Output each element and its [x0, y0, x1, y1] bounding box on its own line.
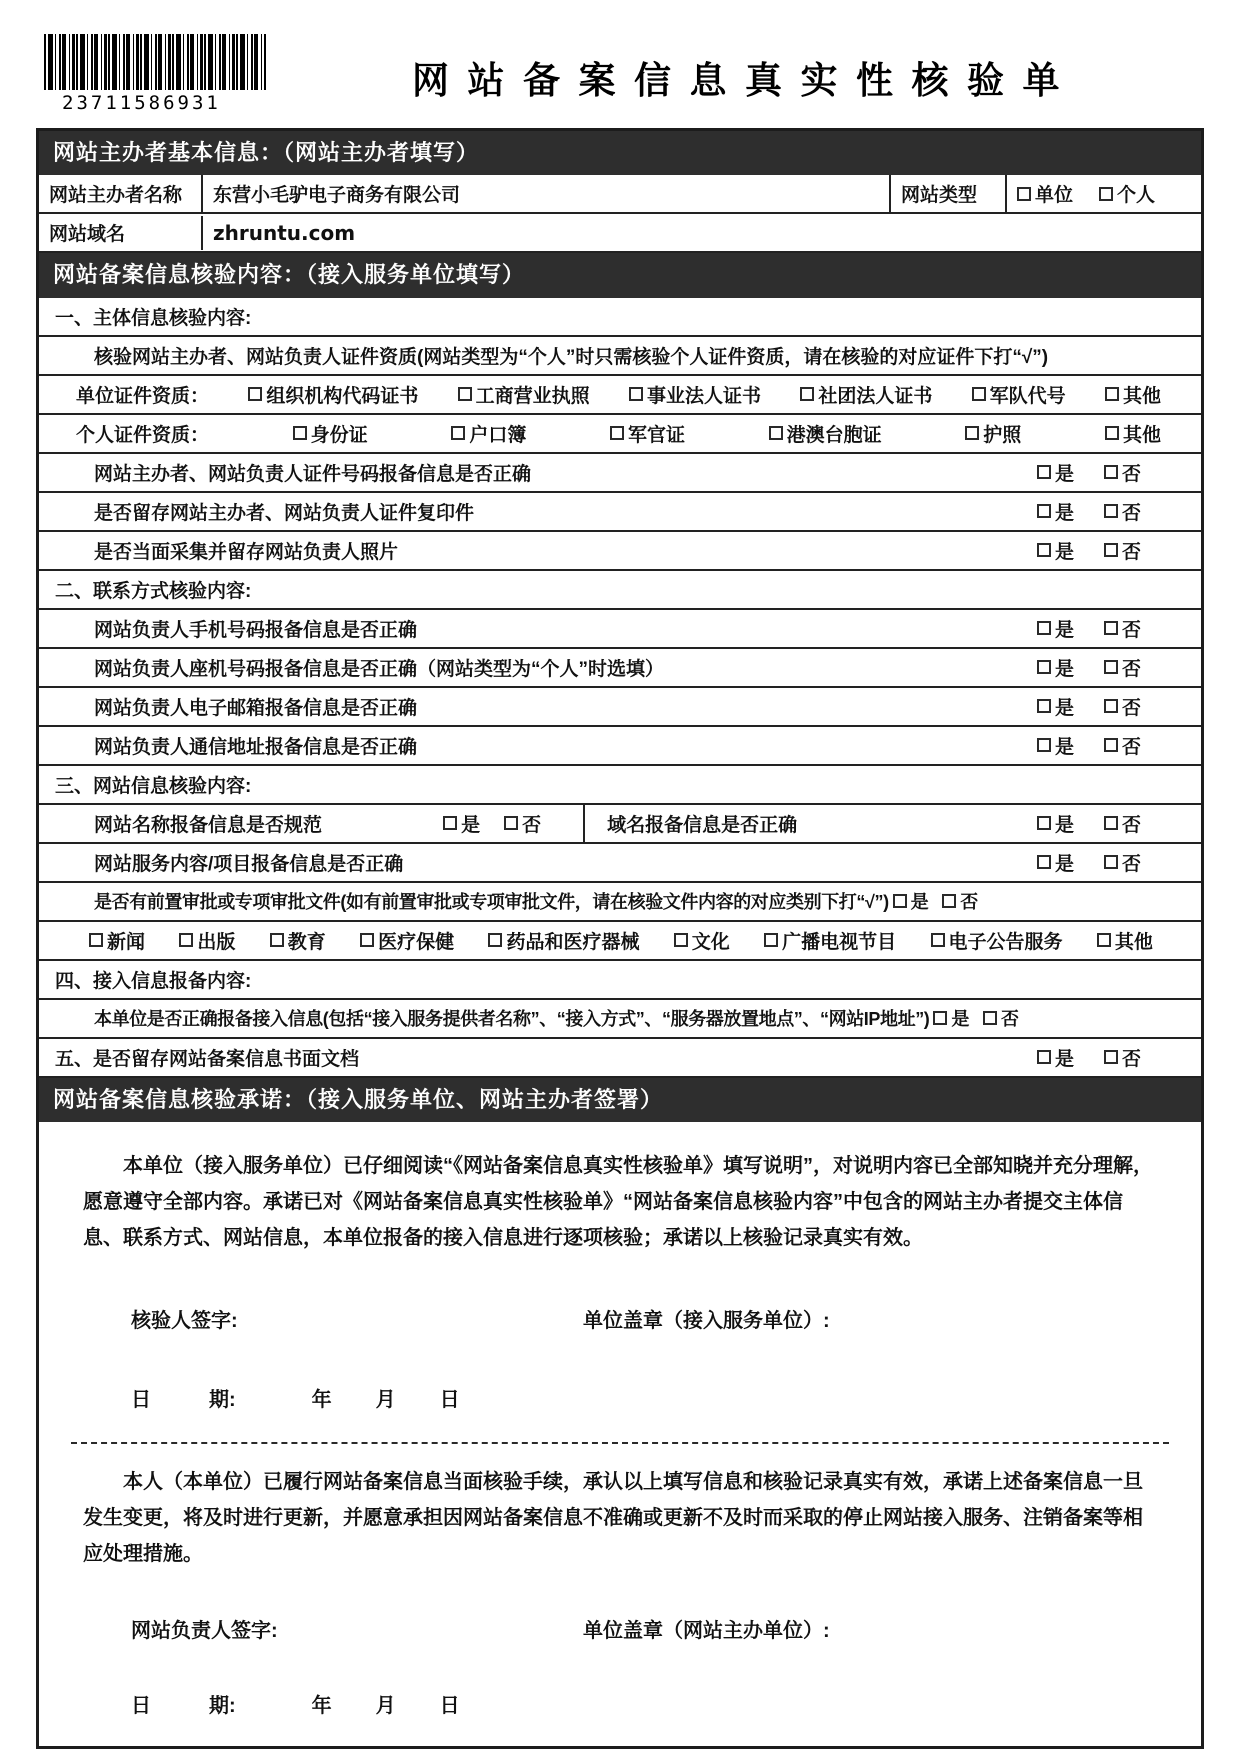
question-text: 网站负责人通信地址报备信息是否正确 [94, 736, 418, 758]
question-text: 域名报备信息是否正确 [607, 814, 798, 836]
yes-option[interactable] [933, 1005, 969, 1031]
site-type-option-personal-label: 个人 [1117, 185, 1156, 207]
question-preapproval-docs [39, 883, 1201, 922]
option-label: 药品和医疗器械 [506, 931, 640, 953]
checkbox-icon [931, 933, 945, 947]
yes-no-group [443, 810, 541, 837]
row-organizer-name [39, 175, 1201, 214]
site-type-option-unit-label: 单位 [1035, 185, 1074, 207]
question-text: 网站负责人手机号码报备信息是否正确 [94, 619, 418, 641]
no-label: 否 [1121, 502, 1141, 524]
yes-option[interactable] [1037, 459, 1074, 486]
site-type-option-unit[interactable] [1017, 180, 1073, 207]
checkbox-icon [1104, 738, 1118, 752]
yes-no-group [1037, 849, 1141, 876]
site-type-option-personal[interactable] [1099, 180, 1155, 207]
question-text: 是否留存网站主办者、网站负责人证件复印件 [94, 502, 475, 524]
checkbox-icon [800, 387, 814, 401]
personal-cert-row [39, 415, 1201, 454]
no-option[interactable] [1104, 693, 1141, 720]
checkbox-icon [443, 816, 457, 830]
question-text: 是否有前置审批或专项审批文件(如有前置审批或专项审批文件，请在核验文件内容的对应类别下打“√”) [94, 892, 889, 913]
category-option-broadcast-tv[interactable] [764, 927, 896, 954]
verifier-signature-label[interactable]: 核验人签字: [131, 1310, 238, 1333]
yes-option[interactable] [443, 810, 480, 837]
option-label: 其他 [1114, 931, 1153, 953]
category-option-healthcare[interactable] [360, 927, 454, 954]
yes-no-group [1037, 654, 1141, 681]
checkbox-icon [1037, 660, 1051, 674]
checkbox-icon [1104, 855, 1118, 869]
no-option[interactable] [1104, 849, 1141, 876]
yes-option[interactable] [1037, 537, 1074, 564]
option-label: 军官证 [627, 424, 685, 446]
checkbox-icon [1097, 933, 1111, 947]
option-label: 文化 [691, 931, 730, 953]
checkbox-icon [1037, 504, 1051, 518]
date-month-label[interactable]: 月 [375, 1695, 396, 1718]
question-sitename-and-domain [39, 805, 1201, 844]
personal-cert-option-household[interactable] [451, 420, 526, 447]
yes-option[interactable] [1037, 1044, 1074, 1071]
checkbox-icon [1037, 543, 1051, 557]
part4-title: 四、接入信息报备内容: [55, 970, 252, 992]
part3-title: 三、网站信息核验内容: [55, 775, 252, 797]
yes-no-group [1037, 693, 1141, 720]
option-label: 港澳台胞证 [786, 424, 882, 446]
part5-title: 五、是否留存网站备案信息书面文档 [55, 1048, 360, 1070]
checkbox-icon [1037, 465, 1051, 479]
no-label: 否 [1121, 658, 1141, 680]
unit-cert-option-institution[interactable] [629, 381, 761, 408]
date-year-label[interactable]: 年 [311, 1695, 332, 1718]
question-paper-docs-kept [39, 1039, 1201, 1078]
checkbox-icon [504, 816, 518, 830]
no-label: 否 [1121, 619, 1141, 641]
unit-cert-label: 单位证件资质： [76, 385, 210, 407]
checkbox-icon [1099, 187, 1113, 201]
yes-option[interactable] [1037, 810, 1074, 837]
yes-label: 是 [1054, 541, 1074, 563]
no-label: 否 [1121, 1048, 1141, 1070]
option-label: 广播电视节目 [782, 931, 897, 953]
option-label: 护照 [983, 424, 1022, 446]
checkbox-icon [1104, 699, 1118, 713]
option-label: 其他 [1122, 424, 1161, 446]
question-sitename-standard [39, 805, 585, 842]
barcode-image [44, 34, 266, 90]
category-option-culture[interactable] [674, 927, 730, 954]
yes-option[interactable] [893, 888, 929, 914]
barcode-number: 23711586931 [62, 92, 221, 114]
row-domain [39, 214, 1201, 253]
question-text: 网站主办者、网站负责人证件号码报备信息是否正确 [94, 463, 532, 485]
date-word: 期: [209, 1389, 236, 1412]
option-label: 社团法人证书 [818, 385, 933, 407]
checkbox-icon [1105, 387, 1119, 401]
date-day-label[interactable]: 日 [439, 1389, 460, 1412]
yes-option[interactable] [1037, 849, 1074, 876]
yes-option[interactable] [1037, 732, 1074, 759]
question-email-correct [39, 688, 1201, 727]
personal-cert-option-id-card[interactable] [293, 420, 368, 447]
option-label: 教育 [287, 931, 326, 953]
question-text: 网站负责人座机号码报备信息是否正确（网站类型为“个人”时选填） [94, 658, 665, 680]
site-type-label: 网站类型 [889, 175, 1005, 212]
yes-label: 是 [1054, 853, 1074, 875]
question-text: 网站服务内容/项目报备信息是否正确 [94, 853, 404, 875]
unit-stamp-isp-label[interactable]: 单位盖章（接入服务单位）: [583, 1310, 830, 1333]
category-option-bbs[interactable] [931, 927, 1063, 954]
no-label: 否 [522, 814, 542, 836]
yes-label: 是 [910, 892, 929, 913]
checkbox-icon [270, 933, 284, 947]
no-option[interactable] [983, 1005, 1019, 1031]
question-cert-copy-kept [39, 493, 1201, 532]
no-option[interactable] [1104, 1044, 1141, 1071]
domain-label: 网站域名 [49, 224, 126, 246]
yes-option[interactable] [1037, 654, 1074, 681]
barcode-block [36, 34, 286, 114]
question-text: 本单位是否正确报备接入信息(包括“接入服务提供者名称”、“接入方式”、“服务器放置地点”、“网站IP地址”) [94, 1009, 930, 1030]
checkbox-icon [942, 894, 956, 908]
no-label: 否 [1001, 1009, 1019, 1030]
checkbox-icon [769, 426, 783, 440]
unit-cert-option-other[interactable] [1105, 381, 1161, 408]
yes-no-group [1037, 732, 1141, 759]
isp-signature-row [131, 1304, 1171, 1333]
checkbox-icon [458, 387, 472, 401]
promise-paragraph-organizer: 本人（本单位）已履行网站备案信息当面核验手续，承认以上填写信息和核验记录真实有效，承诺上述备案信息一旦发生变更，将及时进行更新，并愿意承担因网站备案信息不准确或更新不及时而采取的停止网站接入服务、注销备案等相应处理措施。 [83, 1471, 1143, 1566]
form-box [36, 128, 1204, 1749]
yes-label: 是 [1054, 697, 1074, 719]
category-option-news[interactable] [89, 927, 145, 954]
checkbox-icon [1104, 543, 1118, 557]
question-landline-correct [39, 649, 1201, 688]
section-header-basic-info: 网站主办者基本信息：（网站主办者填写） [39, 131, 1201, 175]
checkbox-icon [179, 933, 193, 947]
no-option[interactable] [1104, 615, 1141, 642]
part1-note-row [39, 337, 1201, 376]
checkbox-icon [1104, 1050, 1118, 1064]
checkbox-icon [1105, 426, 1119, 440]
no-label: 否 [1121, 853, 1141, 875]
checkbox-icon [1037, 738, 1051, 752]
checkbox-icon [972, 387, 986, 401]
checkbox-icon [1104, 621, 1118, 635]
checkbox-icon [248, 387, 262, 401]
checkbox-icon [893, 894, 907, 908]
part3-title-row [39, 766, 1201, 805]
checkbox-icon [933, 1011, 947, 1025]
yes-label: 是 [951, 1009, 970, 1030]
top-bar [36, 34, 1204, 128]
no-option[interactable] [1104, 810, 1141, 837]
option-label: 身份证 [310, 424, 368, 446]
question-access-info-correct [39, 1000, 1201, 1039]
checkbox-icon [965, 426, 979, 440]
promise-section [39, 1122, 1201, 1746]
isp-date-row [131, 1383, 1171, 1412]
organizer-name-value[interactable]: 东营小毛驴电子商务有限公司 [201, 175, 889, 212]
checkbox-icon [983, 1011, 997, 1025]
yes-label: 是 [461, 814, 481, 836]
checkbox-icon [451, 426, 465, 440]
checkbox-icon [293, 426, 307, 440]
checkbox-icon [1104, 816, 1118, 830]
yes-label: 是 [1054, 463, 1074, 485]
dashed-divider [71, 1442, 1169, 1444]
yes-no-group [1037, 615, 1141, 642]
unit-cert-row [39, 376, 1201, 415]
question-mobile-correct [39, 610, 1201, 649]
checkbox-icon [674, 933, 688, 947]
unit-cert-option-business-license[interactable] [458, 381, 590, 408]
no-label: 否 [1121, 463, 1141, 485]
yes-label: 是 [1054, 502, 1074, 524]
no-option[interactable] [504, 810, 541, 837]
option-label: 医疗保健 [378, 931, 455, 953]
question-cert-number-correct [39, 454, 1201, 493]
option-label: 事业法人证书 [646, 385, 761, 407]
personal-cert-option-hmt-permit[interactable] [769, 420, 882, 447]
responsible-signature-label[interactable]: 网站负责人签字: [131, 1620, 278, 1643]
organizer-date-row [131, 1689, 1171, 1718]
yes-label: 是 [1054, 619, 1074, 641]
checkbox-icon [1104, 465, 1118, 479]
yes-option[interactable] [1037, 693, 1074, 720]
question-address-correct [39, 727, 1201, 766]
personal-cert-option-other[interactable] [1105, 420, 1161, 447]
part1-note: 核验网站主办者、网站负责人证件资质(网站类型为“个人”时只需核验个人证件资质，请在核验的对应证件下打“√”) [94, 346, 1049, 368]
option-label: 出版 [197, 931, 236, 953]
yes-no-group [1037, 459, 1141, 486]
category-option-education[interactable] [270, 927, 326, 954]
date-word: 日 [131, 1695, 151, 1718]
preapproval-category-row [39, 922, 1201, 961]
question-domain-correct [585, 810, 1201, 837]
personal-cert-option-passport[interactable] [965, 420, 1021, 447]
checkbox-icon [488, 933, 502, 947]
yes-no-group [1037, 498, 1141, 525]
yes-no-group [1037, 810, 1141, 837]
question-text: 网站名称报备信息是否规范 [94, 814, 323, 836]
option-label: 军队代号 [989, 385, 1066, 407]
question-photo-collected [39, 532, 1201, 571]
checkbox-icon [629, 387, 643, 401]
option-label: 工商营业执照 [475, 385, 590, 407]
site-type-options [1005, 175, 1201, 212]
yes-no-group [1037, 1044, 1141, 1071]
yes-option[interactable] [1037, 615, 1074, 642]
checkbox-icon [610, 426, 624, 440]
option-label: 新闻 [107, 931, 146, 953]
no-option[interactable] [1104, 459, 1141, 486]
no-label: 否 [1121, 697, 1141, 719]
no-label: 否 [960, 892, 978, 913]
date-year-label[interactable]: 年 [311, 1389, 332, 1412]
yes-label: 是 [1054, 658, 1074, 680]
section-header-verification: 网站备案信息核验内容：（接入服务单位填写） [39, 253, 1201, 297]
personal-cert-option-military-id[interactable] [610, 420, 685, 447]
part1-title-row [39, 298, 1201, 337]
category-option-other[interactable] [1097, 927, 1153, 954]
question-service-content-correct [39, 844, 1201, 883]
yes-label: 是 [1054, 814, 1074, 836]
date-word: 期: [209, 1695, 236, 1718]
checkbox-icon [1037, 699, 1051, 713]
organizer-signature-row [131, 1614, 1171, 1643]
checkbox-icon [1104, 660, 1118, 674]
no-label: 否 [1121, 814, 1141, 836]
section-header-promise: 网站备案信息核验承诺：（接入服务单位、网站主办者签署） [39, 1078, 1201, 1122]
part4-title-row [39, 961, 1201, 1000]
yes-label: 是 [1054, 1048, 1074, 1070]
checkbox-icon [1037, 621, 1051, 635]
date-month-label[interactable]: 月 [375, 1389, 396, 1412]
checkbox-icon [1037, 855, 1051, 869]
option-label: 户口簿 [469, 424, 527, 446]
option-label: 组织机构代码证书 [266, 385, 419, 407]
unit-cert-option-social-org[interactable] [800, 381, 932, 408]
date-word: 日 [131, 1389, 151, 1412]
promise-paragraph-isp: 本单位（接入服务单位）已仔细阅读“《网站备案信息真实性核验单》填写说明”，对说明内容已全部知晓并充分理解，愿意遵守全部内容。承诺已对《网站备案信息真实性核验单》“网站备案信息核验内容”中包含的网站主办者提交主体信息、联系方式、网站信息，本单位报备的接入信息进行逐项核验；承诺以上核验记录真实有效。 [83, 1155, 1153, 1250]
domain-value[interactable]: zhruntu.com [201, 216, 1201, 250]
no-label: 否 [1121, 736, 1141, 758]
no-option[interactable] [1104, 654, 1141, 681]
no-label: 否 [1121, 541, 1141, 563]
date-day-label[interactable]: 日 [439, 1695, 460, 1718]
part1-title: 一、主体信息核验内容: [55, 307, 252, 329]
checkbox-icon [1017, 187, 1031, 201]
page-title: 网站备案信息真实性核验单 [412, 60, 1078, 101]
checkbox-icon [1037, 816, 1051, 830]
no-option[interactable] [942, 888, 978, 914]
yes-label: 是 [1054, 736, 1074, 758]
yes-no-group [1037, 537, 1141, 564]
part2-title-row [39, 571, 1201, 610]
organizer-name-label: 网站主办者名称 [49, 185, 183, 207]
checkbox-icon [1104, 504, 1118, 518]
category-option-publishing[interactable] [179, 927, 235, 954]
part2-title: 二、联系方式核验内容: [55, 580, 252, 602]
yes-option[interactable] [1037, 498, 1074, 525]
no-option[interactable] [1104, 732, 1141, 759]
checkbox-icon [764, 933, 778, 947]
unit-cert-option-org-code[interactable] [248, 381, 418, 408]
option-label: 电子公告服务 [948, 931, 1063, 953]
checkbox-icon [1037, 1050, 1051, 1064]
yes-no-group [893, 888, 978, 914]
category-option-pharma-devices[interactable] [488, 927, 639, 954]
checkbox-icon [89, 933, 103, 947]
no-option[interactable] [1104, 498, 1141, 525]
yes-no-group [933, 1005, 1018, 1031]
unit-stamp-organizer-label[interactable]: 单位盖章（网站主办单位）: [583, 1620, 830, 1643]
personal-cert-label: 个人证件资质： [76, 424, 210, 446]
option-label: 其他 [1122, 385, 1161, 407]
question-text: 是否当面采集并留存网站负责人照片 [94, 541, 399, 563]
question-text: 网站负责人电子邮箱报备信息是否正确 [94, 697, 418, 719]
checkbox-icon [360, 933, 374, 947]
no-option[interactable] [1104, 537, 1141, 564]
unit-cert-option-military[interactable] [972, 381, 1066, 408]
